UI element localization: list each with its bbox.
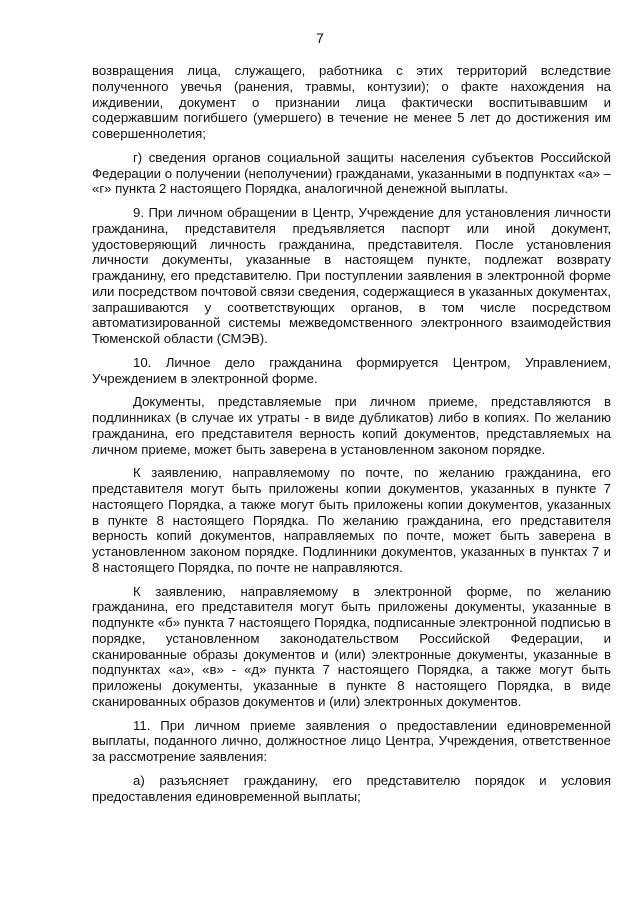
document-body: [92, 63, 611, 812]
page-number: 7: [316, 30, 324, 46]
paragraph-documents-by-mail: К заявлению, направляемому по почте, по желанию гражданина, его представителя могут быть приложены копии документов, указанных в пункте 7 настоящего Порядка, а также могут быть приложены копии документов, указанных в пункте 8 настоящего Порядка. По желанию гражданина, его представителя верность копий документов, направляемых по почте, может быть заверена в установленном законом порядке. Подлинники документов, указанных в пунктах 7 и 8 настоящего Порядка, по почте не направляются.: [92, 465, 611, 575]
paragraph-documents-in-person: Документы, представляемые при личном приеме, представляются в подлинниках (в случае их утраты - в виде дубликатов) либо в копиях. По желанию гражданина, его представителя верность копий документов, представляемых на личном приеме, может быть заверена в установленном законом порядке.: [92, 394, 611, 457]
paragraph-subitem-g: г) сведения органов социальной защиты населения субъектов Российской Федерации о получении (неполучении) гражданами, указанными в подпунктах «а» – «г» пункта 2 настоящего Порядка, аналогичной денежной выплаты.: [92, 149, 611, 197]
paragraph-item-11: 11. При личном приеме заявления о предоставлении единовременной выплаты, поданного лично, должностное лицо Центра, Учреждения, ответственное за рассмотрение заявления:: [92, 717, 611, 764]
paragraph-subitem-a: а) разъясняет гражданину, его представителю порядок и условия предоставления единовременной выплаты;: [92, 772, 611, 804]
paragraph-documents-electronic: К заявлению, направляемому в электронной форме, по желанию гражданина, его представителя могут быть приложены документы, указанные в подпункте «б» пункта 7 настоящего Порядка, подписанные электронной подписью в порядке, установленном законодательством Российской Федерации, и сканированные образы документов и (или) электронные документы, указанные в подпунктах «а», «в» - «д» пункта 7 настоящего Порядка, а также могут быть приложены документы, указанные в пункте 8 настоящего Порядка, в виде сканированных образов документов и (или) электронных документов.: [92, 583, 611, 709]
paragraph-item-9: 9. При личном обращении в Центр, Учреждение для установления личности гражданина, представителя предъявляется паспорт или иной документ, удостоверяющий личность гражданина, представителя. После установления личности документы, указанные в настоящем пункте, подлежат возврату гражданину, его представителю. При поступлении заявления в электронной форме или посредством почтовой связи сведения, содержащиеся в указанных документах, запрашиваются у соответствующих органов, в том числе посредством автоматизированной системы межведомственного электронного взаимодействия Тюменской области (СМЭВ).: [92, 205, 611, 346]
paragraph-continuation: возвращения лица, служащего, работника с этих территорий вследствие полученного увечья (ранения, травмы, контузии); о факте нахождения на иждивении, документ о признании лица фактически воспитывавшим и содержавшим погибшего (умершего) в течение не менее 5 лет до достижения им совершеннолетия;: [92, 63, 611, 141]
paragraph-item-10: 10. Личное дело гражданина формируется Центром, Управлением, Учреждением в электронной форме.: [92, 354, 611, 386]
